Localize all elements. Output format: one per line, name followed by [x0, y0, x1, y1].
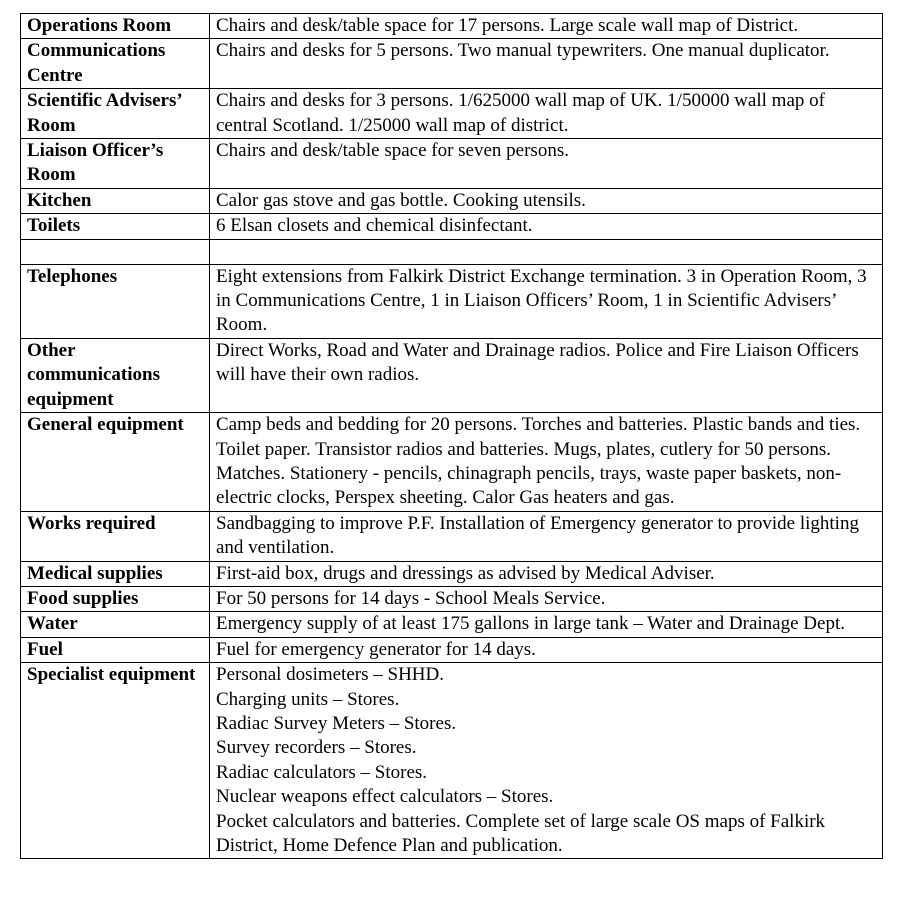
row-label: Communications Centre [21, 39, 210, 89]
table-row [21, 413, 883, 512]
table-row [21, 637, 883, 662]
row-label: Liaison Officer’s Room [21, 139, 210, 189]
row-description: Chairs and desks for 5 persons. Two manual typewriters. One manual duplicator. [210, 39, 883, 89]
row-description: Fuel for emergency generator for 14 days. [210, 637, 883, 662]
row-label: Telephones [21, 264, 210, 338]
row-label: Other communications equipment [21, 338, 210, 412]
row-description: Camp beds and bedding for 20 persons. Torches and batteries. Plastic bands and ties. Toilet paper. Transistor radios and batteries. Mugs, plates, cutlery for 50 persons. Matches. Stationery - pencils, chinagraph pencils, trays, waste paper baskets, non-electric clocks, Perspex sheeting. Calor Gas heaters and gas. [210, 413, 883, 512]
row-description: Chairs and desk/table space for 17 persons. Large scale wall map of District. [210, 14, 883, 39]
list-item: Survey recorders – Stores. [216, 737, 417, 759]
row-label: Toilets [21, 214, 210, 239]
table-row [21, 214, 883, 239]
row-description-list [210, 663, 883, 859]
row-label: Kitchen [21, 188, 210, 213]
row-description: Eight extensions from Falkirk District Exchange termination. 3 in Operation Room, 3 in Communications Centre, 1 in Liaison Officers’ Room, 1 in Scientific Advisers’ Room. [210, 264, 883, 338]
list-item: Pocket calculators and batteries. Complete set of large scale OS maps of Falkirk District, Home Defence Plan and publication. [216, 810, 826, 856]
row-description: Emergency supply of at least 175 gallons in large tank – Water and Drainage Dept. [210, 612, 883, 637]
row-label: Medical supplies [21, 561, 210, 586]
row-label: Scientific Advisers’ Room [21, 89, 210, 139]
table-row [21, 338, 883, 412]
row-label: Water [21, 612, 210, 637]
row-label: General equipment [21, 413, 210, 512]
row-label: Food supplies [21, 586, 210, 611]
row-label: Fuel [21, 637, 210, 662]
table-row [21, 561, 883, 586]
row-label: Operations Room [21, 14, 210, 39]
list-item: Nuclear weapons effect calculators – Stores. [216, 786, 554, 808]
row-label [21, 239, 210, 264]
table-row [21, 663, 883, 859]
table-row-empty [21, 239, 883, 264]
table-row [21, 139, 883, 189]
row-description: Chairs and desk/table space for seven persons. [210, 139, 883, 189]
table-row [21, 586, 883, 611]
table-row [21, 14, 883, 39]
row-description: Calor gas stove and gas bottle. Cooking utensils. [210, 188, 883, 213]
row-description: Sandbagging to improve P.F. Installation of Emergency generator to provide lighting and ventilation. [210, 511, 883, 561]
row-description: Chairs and desks for 3 persons. 1/625000 wall map of UK. 1/50000 wall map of central Scotland. 1/25000 wall map of district. [210, 89, 883, 139]
row-description: First-aid box, drugs and dressings as advised by Medical Adviser. [210, 561, 883, 586]
table-row [21, 264, 883, 338]
row-description [210, 239, 883, 264]
table-row [21, 39, 883, 89]
equipment-table [20, 13, 883, 859]
row-label: Specialist equipment [21, 663, 210, 859]
list-item: Personal dosimeters – SHHD. [216, 664, 444, 686]
table-row [21, 612, 883, 637]
list-item: Radiac calculators – Stores. [216, 761, 428, 783]
row-description: For 50 persons for 14 days - School Meals Service. [210, 586, 883, 611]
table-row [21, 188, 883, 213]
list-item: Charging units – Stores. [216, 688, 400, 710]
row-description: Direct Works, Road and Water and Drainage radios. Police and Fire Liaison Officers will have their own radios. [210, 338, 883, 412]
table-row [21, 89, 883, 139]
table-row [21, 511, 883, 561]
list-item: Radiac Survey Meters – Stores. [216, 712, 457, 734]
row-description: 6 Elsan closets and chemical disinfectant. [210, 214, 883, 239]
row-label: Works required [21, 511, 210, 561]
